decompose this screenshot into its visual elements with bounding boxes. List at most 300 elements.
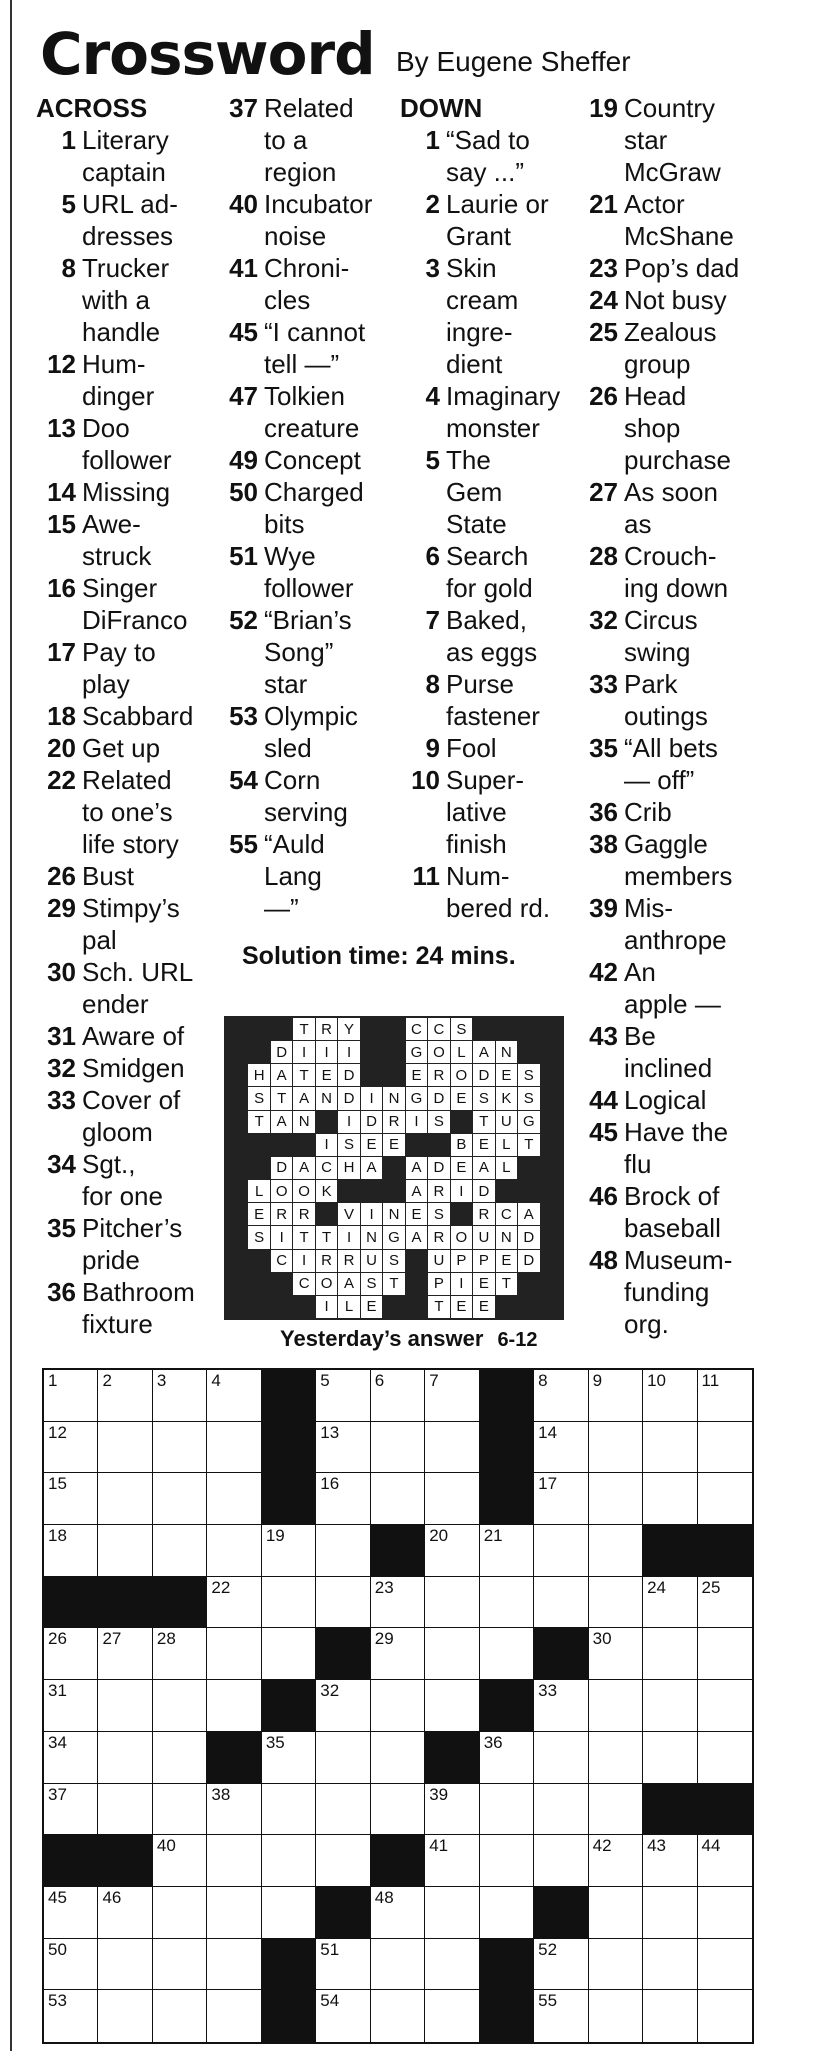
grid-square[interactable] (371, 1784, 425, 1836)
answer-letter: A (361, 1157, 382, 1179)
clue (218, 604, 398, 700)
clue-line: Grant (446, 221, 512, 251)
clue (400, 540, 580, 604)
answer-black-square (338, 1180, 359, 1202)
answer-letter: E (473, 1134, 494, 1156)
clue-line: struck (82, 541, 152, 571)
grid-square[interactable] (643, 1680, 697, 1732)
grid-square[interactable] (44, 1422, 98, 1474)
grid-square[interactable] (643, 1628, 697, 1680)
answer-letter: E (496, 1064, 517, 1086)
clue-text (264, 252, 398, 316)
grid-square[interactable] (98, 1784, 152, 1836)
grid-square[interactable] (589, 1835, 643, 1887)
grid-square[interactable] (316, 1577, 370, 1629)
grid-square[interactable] (534, 1732, 588, 1784)
answer-letter: T (383, 1273, 404, 1295)
clue-number: 29 (47, 893, 76, 923)
clue (578, 796, 778, 828)
answer-letter: N (293, 1111, 314, 1133)
grid-square[interactable] (371, 1732, 425, 1784)
grid-square[interactable] (98, 1990, 152, 2042)
clue-line: Country (624, 93, 716, 123)
answer-black-square (518, 1180, 539, 1202)
answer-black-square (406, 1273, 427, 1295)
answer-letter: N (383, 1087, 404, 1109)
grid-square[interactable] (534, 1990, 588, 2042)
square-number: 38 (211, 1784, 231, 1804)
grid-square[interactable] (207, 1577, 261, 1629)
square-number: 41 (429, 1836, 449, 1856)
grid-square[interactable] (153, 1422, 207, 1474)
clue-number: 17 (47, 637, 76, 667)
across-heading: ACROSS (36, 93, 148, 123)
answer-black-square (271, 1273, 292, 1295)
grid-square[interactable] (534, 1525, 588, 1577)
grid-square[interactable] (480, 1835, 534, 1887)
grid-square[interactable] (589, 1422, 643, 1474)
clue-line: as eggs (446, 637, 538, 667)
answer-letter: T (293, 1018, 314, 1040)
grid-square[interactable] (425, 1628, 479, 1680)
clue-text (624, 1116, 778, 1180)
square-number: 26 (48, 1629, 67, 1649)
clue-number: 22 (47, 765, 76, 795)
clue-line: follower (82, 445, 172, 475)
clue-text (82, 348, 216, 412)
answer-letter: O (293, 1180, 314, 1202)
grid-square[interactable] (698, 1422, 752, 1474)
grid-square[interactable] (262, 1887, 316, 1939)
grid-square[interactable] (698, 1990, 752, 2042)
answer-letter: I (293, 1250, 314, 1272)
grid-square[interactable] (371, 1939, 425, 1991)
grid-square[interactable] (371, 1577, 425, 1629)
down-heading: DOWN (400, 93, 483, 123)
answer-letter: C (316, 1157, 337, 1179)
grid-square[interactable] (44, 1732, 98, 1784)
grid-square[interactable] (44, 1887, 98, 1939)
grid-square[interactable] (316, 1835, 370, 1887)
clue-line: An (624, 957, 656, 987)
grid-square[interactable] (262, 1835, 316, 1887)
clue-line: bits (264, 509, 305, 539)
grid-square[interactable] (207, 1370, 261, 1422)
grid-square[interactable] (98, 1370, 152, 1422)
clue-number: 40 (229, 189, 258, 219)
answer-letter: C (406, 1018, 427, 1040)
answer-letter: I (451, 1180, 472, 1202)
grid-square[interactable] (643, 1835, 697, 1887)
answer-black-square (541, 1226, 562, 1248)
clue (400, 124, 580, 188)
grid-square[interactable] (589, 1939, 643, 1991)
grid-square[interactable] (643, 1939, 697, 1991)
grid-square[interactable] (425, 1784, 479, 1836)
grid-square[interactable] (534, 1784, 588, 1836)
black-square (480, 1939, 534, 1991)
answer-letter: D (271, 1157, 292, 1179)
clue-line: Corn (264, 765, 321, 795)
grid-square[interactable] (98, 1473, 152, 1525)
answer-letter: A (271, 1064, 292, 1086)
grid-square[interactable] (589, 1990, 643, 2042)
clue-line: serving (264, 797, 348, 827)
clue-number: 51 (229, 541, 258, 571)
grid-square[interactable] (698, 1577, 752, 1629)
grid-square[interactable] (153, 1990, 207, 2042)
grid-square[interactable] (425, 1370, 479, 1422)
grid-square[interactable] (316, 1732, 370, 1784)
black-square (316, 1887, 370, 1939)
clue-number: 30 (47, 957, 76, 987)
black-square (534, 1887, 588, 1939)
grid-square[interactable] (643, 1732, 697, 1784)
grid-square[interactable] (44, 1784, 98, 1836)
square-number: 16 (320, 1474, 340, 1494)
grid-square[interactable] (480, 1525, 534, 1577)
answer-letter: E (406, 1203, 427, 1225)
grid-square[interactable] (153, 1784, 207, 1836)
grid-square[interactable] (589, 1887, 643, 1939)
clue-line: Pitcher’s (82, 1213, 183, 1243)
grid-square[interactable] (643, 1990, 697, 2042)
answer-letter: U (361, 1250, 382, 1272)
clue-line: Literary (82, 125, 169, 155)
answer-letter: C (293, 1273, 314, 1295)
answer-letter: T (473, 1111, 494, 1133)
grid-square[interactable] (153, 1887, 207, 1939)
grid-square[interactable] (371, 1422, 425, 1474)
clue-number: 53 (229, 701, 258, 731)
clue (400, 252, 580, 380)
clue-line: play (82, 669, 130, 699)
answer-letter: D (361, 1111, 382, 1133)
answer-letter: G (518, 1111, 539, 1133)
square-number: 54 (320, 1991, 340, 2011)
grid-square[interactable] (153, 1370, 207, 1422)
clue (36, 252, 216, 348)
answer-letter: H (248, 1064, 269, 1086)
grid-square[interactable] (643, 1422, 697, 1474)
grid-square[interactable] (44, 1473, 98, 1525)
answer-letter: A (293, 1157, 314, 1179)
grid-square[interactable] (207, 1990, 261, 2042)
clue-number: 20 (47, 733, 76, 763)
grid-square[interactable] (44, 1939, 98, 1991)
grid-square[interactable] (480, 1887, 534, 1939)
clue (36, 636, 216, 700)
grid-square[interactable] (425, 1990, 479, 2042)
grid-square[interactable] (425, 1422, 479, 1474)
answer-black-square (451, 1111, 472, 1133)
grid-square[interactable] (534, 1473, 588, 1525)
black-square (371, 1835, 425, 1887)
grid-square[interactable] (698, 1939, 752, 1991)
clue-line: Bathroom (82, 1277, 195, 1307)
clue-line: State (446, 509, 507, 539)
clue-line: lative (446, 797, 507, 827)
answer-black-square (518, 1296, 539, 1318)
answer-letter: O (428, 1041, 449, 1063)
clue (36, 1148, 216, 1212)
grid-square[interactable] (153, 1732, 207, 1784)
clue-line: Sch. URL (82, 957, 194, 987)
grid-square[interactable] (207, 1887, 261, 1939)
grid-square[interactable] (98, 1887, 152, 1939)
answer-letter: R (428, 1226, 449, 1248)
grid-square[interactable] (698, 1680, 752, 1732)
answer-letter: L (496, 1157, 517, 1179)
clue (36, 124, 216, 188)
clue-text (446, 380, 580, 444)
grid-square[interactable] (425, 1835, 479, 1887)
grid-square[interactable] (589, 1732, 643, 1784)
grid-square[interactable] (698, 1370, 752, 1422)
answer-black-square (316, 1203, 337, 1225)
clue (400, 444, 580, 540)
byline: By Eugene Sheffer (396, 46, 631, 77)
answer-black-square (541, 1041, 562, 1063)
clue-line: flu (624, 1149, 652, 1179)
grid-square[interactable] (207, 1784, 261, 1836)
grid-square[interactable] (98, 1525, 152, 1577)
answer-black-square (541, 1111, 562, 1133)
grid-square[interactable] (316, 1784, 370, 1836)
clue-line: dresses (82, 221, 174, 251)
clue-text (624, 828, 778, 892)
clue-line: Tolkien (264, 381, 345, 411)
clue (218, 380, 398, 444)
grid-square[interactable] (262, 1628, 316, 1680)
grid-square[interactable] (589, 1680, 643, 1732)
answer-letter: I (338, 1041, 359, 1063)
grid-square[interactable] (371, 1628, 425, 1680)
grid-square[interactable] (316, 1370, 370, 1422)
clue-line: anthrope (624, 925, 727, 955)
grid-square[interactable] (425, 1887, 479, 1939)
clue-line: with a (82, 285, 150, 315)
grid-square[interactable] (153, 1473, 207, 1525)
grid-square[interactable] (44, 1680, 98, 1732)
grid-square[interactable] (480, 1577, 534, 1629)
clue (36, 348, 216, 412)
answer-black-square (518, 1018, 539, 1040)
answer-letter: E (361, 1134, 382, 1156)
clue-number: 54 (229, 765, 258, 795)
grid-square[interactable] (262, 1732, 316, 1784)
grid-square[interactable] (589, 1577, 643, 1629)
clue-number: 15 (47, 509, 76, 539)
page-title: Crossword (40, 20, 375, 88)
grid-square[interactable] (153, 1525, 207, 1577)
clue-number: 26 (589, 381, 618, 411)
grid-square[interactable] (316, 1680, 370, 1732)
clue-number: 16 (47, 573, 76, 603)
clue-number: 32 (589, 605, 618, 635)
answer-letter: A (406, 1180, 427, 1202)
black-square (480, 1990, 534, 2042)
grid-square[interactable] (534, 1939, 588, 1991)
clue-line: for gold (446, 573, 533, 603)
grid-square[interactable] (153, 1835, 207, 1887)
grid-square[interactable] (534, 1422, 588, 1474)
clue-line: Logical (624, 1085, 707, 1115)
grid-square[interactable] (589, 1628, 643, 1680)
clue-number: 11 (412, 861, 440, 891)
grid-square[interactable] (371, 1990, 425, 2042)
clue-line: Gem (446, 477, 503, 507)
grid-square[interactable] (207, 1525, 261, 1577)
clue-text (446, 188, 580, 252)
grid-square[interactable] (207, 1628, 261, 1680)
clue (36, 1084, 216, 1148)
clue-text (446, 540, 580, 604)
black-square (371, 1525, 425, 1577)
grid-square[interactable] (44, 1525, 98, 1577)
grid-square[interactable] (589, 1473, 643, 1525)
grid-square[interactable] (698, 1473, 752, 1525)
grid-square[interactable] (98, 1732, 152, 1784)
grid-square[interactable] (262, 1577, 316, 1629)
clue-number: 36 (47, 1277, 76, 1307)
grid-square[interactable] (643, 1887, 697, 1939)
clue-line: outings (624, 701, 708, 731)
clue-line: Lang (264, 861, 322, 891)
grid-square[interactable] (698, 1732, 752, 1784)
grid-square[interactable] (698, 1835, 752, 1887)
grid-square[interactable] (207, 1422, 261, 1474)
clue (218, 92, 398, 188)
grid-square[interactable] (44, 1628, 98, 1680)
clue (36, 1212, 216, 1276)
square-number: 53 (48, 1991, 67, 2011)
clue-line: dinger (82, 381, 155, 411)
grid-square[interactable] (207, 1680, 261, 1732)
grid-square[interactable] (153, 1628, 207, 1680)
answer-black-square (226, 1250, 247, 1272)
clue-line: funding (624, 1277, 710, 1307)
grid-square[interactable] (44, 1990, 98, 2042)
clue-line: say ...” (446, 157, 525, 187)
grid-square[interactable] (643, 1473, 697, 1525)
answer-black-square (383, 1018, 404, 1040)
clue-line: Cover of (82, 1085, 181, 1115)
grid-square[interactable] (207, 1835, 261, 1887)
answer-letter: A (473, 1157, 494, 1179)
answer-letter: S (338, 1134, 359, 1156)
square-number: 52 (538, 1939, 558, 1959)
grid-square[interactable] (643, 1577, 697, 1629)
grid-square[interactable] (425, 1525, 479, 1577)
clue (36, 508, 216, 572)
grid-square[interactable] (534, 1680, 588, 1732)
clue-line: dient (446, 349, 503, 379)
grid-square[interactable] (698, 1628, 752, 1680)
grid-square[interactable] (480, 1628, 534, 1680)
grid-square[interactable] (425, 1577, 479, 1629)
answer-letter: I (271, 1226, 292, 1248)
grid-square[interactable] (425, 1939, 479, 1991)
clue-column-3 (400, 92, 580, 924)
grid-square[interactable] (589, 1525, 643, 1577)
grid-square[interactable] (534, 1577, 588, 1629)
grid-square[interactable] (480, 1732, 534, 1784)
square-number: 37 (48, 1784, 67, 1804)
grid-square[interactable] (371, 1370, 425, 1422)
grid-square[interactable] (207, 1939, 261, 1991)
grid-square[interactable] (98, 1680, 152, 1732)
answer-letter: S (428, 1111, 449, 1133)
grid-square[interactable] (425, 1473, 479, 1525)
grid-square[interactable] (589, 1370, 643, 1422)
grid-square[interactable] (316, 1525, 370, 1577)
clue-number: 37 (229, 93, 258, 123)
answer-letter: G (406, 1041, 427, 1063)
grid-square[interactable] (643, 1370, 697, 1422)
clue-line: purchase (624, 445, 731, 475)
grid-square[interactable] (316, 1939, 370, 1991)
answer-letter: U (473, 1226, 494, 1248)
grid-square[interactable] (371, 1887, 425, 1939)
clue-number: 14 (47, 477, 76, 507)
clue (400, 860, 580, 924)
grid-square[interactable] (316, 1990, 370, 2042)
grid-square[interactable] (698, 1887, 752, 1939)
grid-square[interactable] (316, 1473, 370, 1525)
clue-number: 12 (47, 349, 76, 379)
grid-square[interactable] (425, 1680, 479, 1732)
clue (218, 444, 398, 476)
grid-square[interactable] (589, 1784, 643, 1836)
answer-letter: R (428, 1064, 449, 1086)
grid-square[interactable] (371, 1680, 425, 1732)
square-number: 44 (701, 1836, 721, 1856)
answer-black-square (496, 1296, 517, 1318)
clue-text (82, 508, 216, 572)
clue-text (446, 732, 580, 764)
clue-text (264, 476, 398, 540)
grid-square[interactable] (153, 1939, 207, 1991)
answer-black-square (361, 1180, 382, 1202)
clue-line: DiFranco (82, 605, 188, 635)
grid-square[interactable] (480, 1784, 534, 1836)
grid-square[interactable] (262, 1525, 316, 1577)
answer-letter: O (451, 1064, 472, 1086)
grid-square[interactable] (98, 1628, 152, 1680)
grid-square[interactable] (316, 1422, 370, 1474)
grid-square[interactable] (98, 1422, 152, 1474)
grid-square[interactable] (534, 1370, 588, 1422)
grid-square[interactable] (534, 1835, 588, 1887)
answer-black-square (383, 1041, 404, 1063)
clue-number: 46 (589, 1181, 618, 1211)
grid-square[interactable] (153, 1680, 207, 1732)
clue-text (82, 764, 216, 860)
answer-black-square (361, 1041, 382, 1063)
clue-line: follower (264, 573, 354, 603)
answer-letter: E (473, 1273, 494, 1295)
square-number: 46 (102, 1887, 122, 1907)
clue-line: region (264, 157, 337, 187)
grid-square[interactable] (98, 1939, 152, 1991)
grid-square[interactable] (262, 1784, 316, 1836)
grid-square[interactable] (44, 1370, 98, 1422)
answer-black-square (541, 1087, 562, 1109)
answer-black-square (316, 1111, 337, 1133)
grid-square[interactable] (207, 1473, 261, 1525)
grid-square[interactable] (371, 1473, 425, 1525)
